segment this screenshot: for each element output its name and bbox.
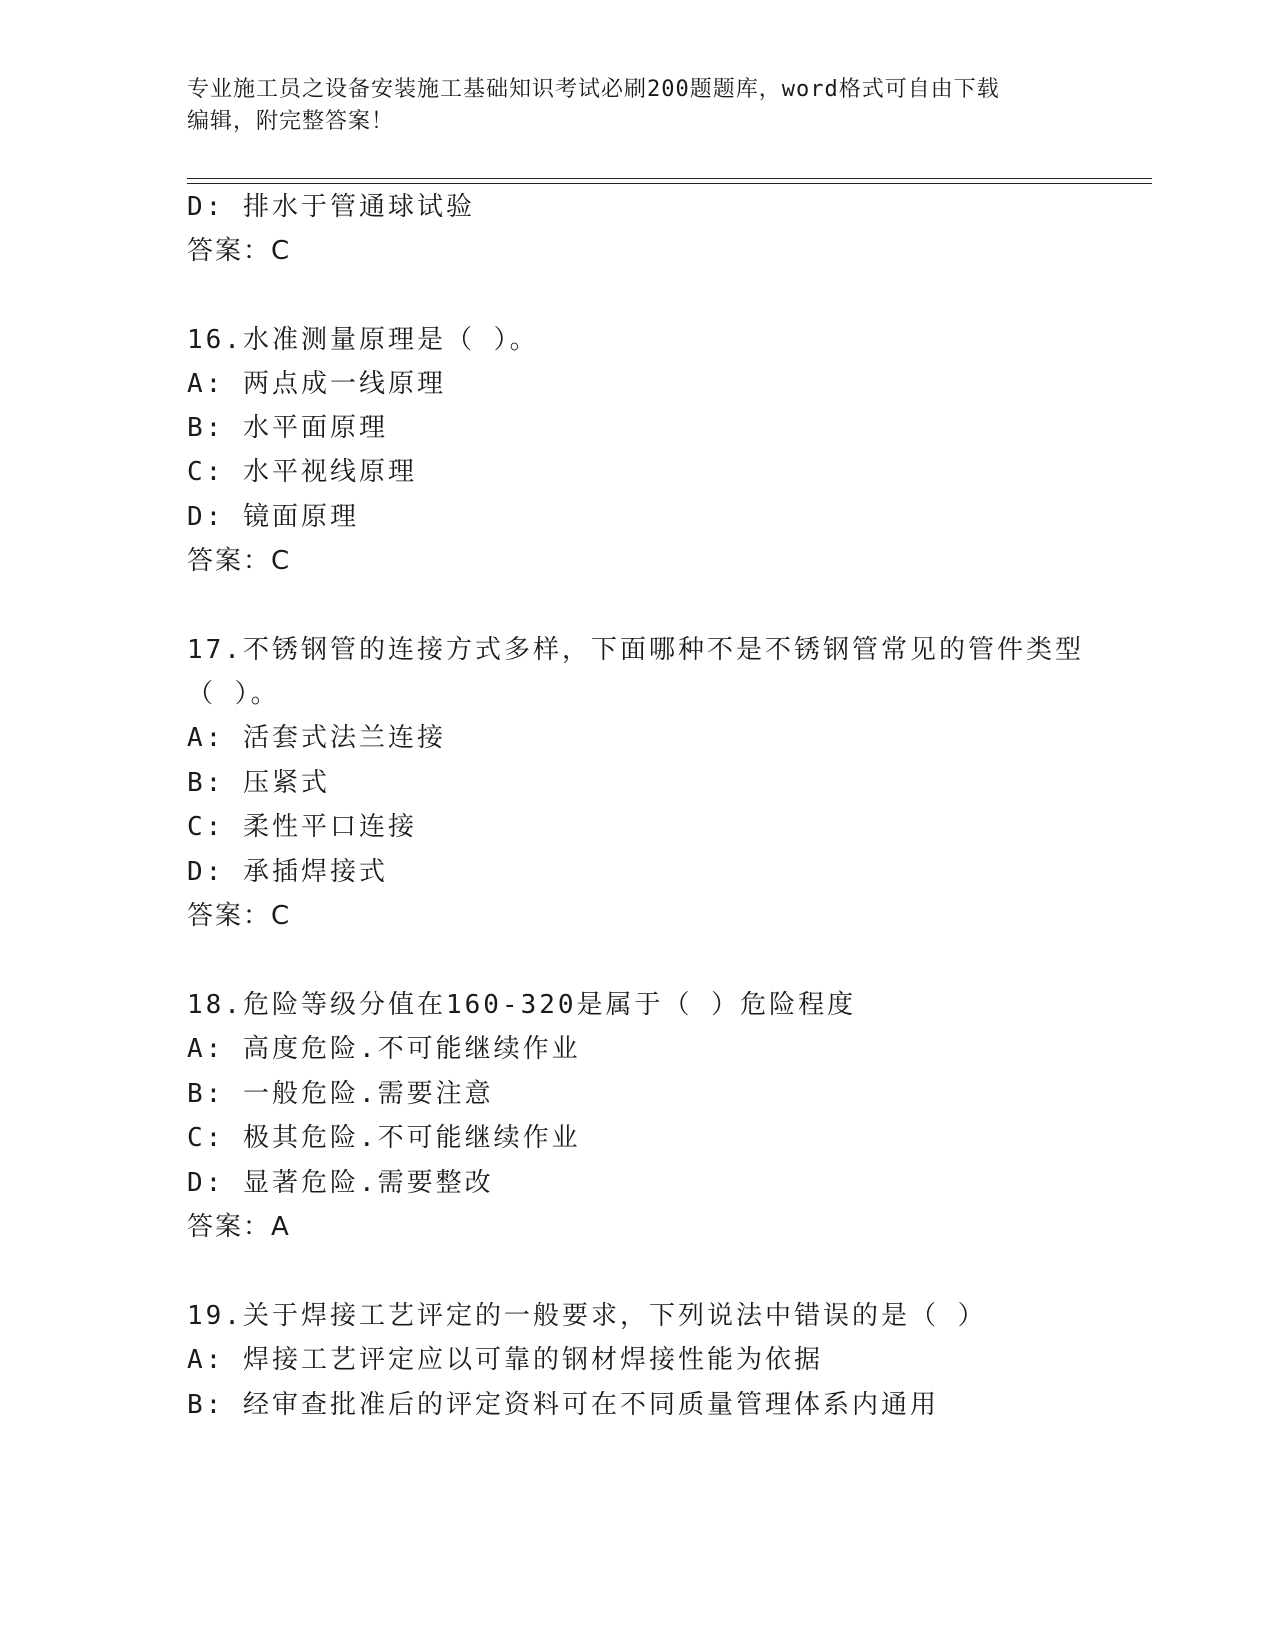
header-line-2: 编辑，附完整答案！ xyxy=(187,109,395,134)
q16-option-c: C: 水平视线原理 xyxy=(187,457,417,487)
q19-option-b: B: 经审查批准后的评定资料可在不同质量管理体系内通用 xyxy=(187,1390,939,1420)
header-line-1: 专业施工员之设备安装施工基础知识考试必刷200题题库，word格式可自由下载 xyxy=(187,77,1000,102)
q15-answer: 答案：C xyxy=(187,236,292,266)
q16-question: 16.水准测量原理是（ ）。 xyxy=(187,325,539,355)
header-divider-bottom xyxy=(187,183,1152,184)
header-divider-top xyxy=(187,178,1152,179)
q18-option-c: C: 极其危险.不可能继续作业 xyxy=(187,1123,581,1153)
q17-option-a: A: 活套式法兰连接 xyxy=(187,723,446,753)
q17-question-line-2: （ ）。 xyxy=(187,679,280,709)
q18-option-a: A: 高度危险.不可能继续作业 xyxy=(187,1034,581,1064)
q18-option-d: D: 显著危险.需要整改 xyxy=(187,1168,494,1198)
q16-option-a: A: 两点成一线原理 xyxy=(187,369,446,399)
q16-answer: 答案：C xyxy=(187,546,292,576)
q19-question: 19.关于焊接工艺评定的一般要求，下列说法中错误的是（ ） xyxy=(187,1301,987,1331)
q18-question: 18.危险等级分值在160-320是属于（ ）危险程度 xyxy=(187,990,857,1020)
q19-option-a: A: 焊接工艺评定应以可靠的钢材焊接性能为依据 xyxy=(187,1345,823,1375)
q16-option-d: D: 镜面原理 xyxy=(187,502,359,532)
document-header xyxy=(187,74,1067,138)
q17-question-line-1: 17.不锈钢管的连接方式多样，下面哪种不是不锈钢管常见的管件类型 xyxy=(187,635,1084,665)
q17-option-b: B: 压紧式 xyxy=(187,768,330,798)
q15-option-d: D: 排水于管通球试验 xyxy=(187,192,475,222)
q17-option-d: D: 承插焊接式 xyxy=(187,857,388,887)
q18-option-b: B: 一般危险.需要注意 xyxy=(187,1079,494,1109)
q18-answer: 答案：A xyxy=(187,1212,291,1242)
q17-option-c: C: 柔性平口连接 xyxy=(187,812,417,842)
q16-option-b: B: 水平面原理 xyxy=(187,413,388,443)
q17-answer: 答案：C xyxy=(187,901,292,931)
